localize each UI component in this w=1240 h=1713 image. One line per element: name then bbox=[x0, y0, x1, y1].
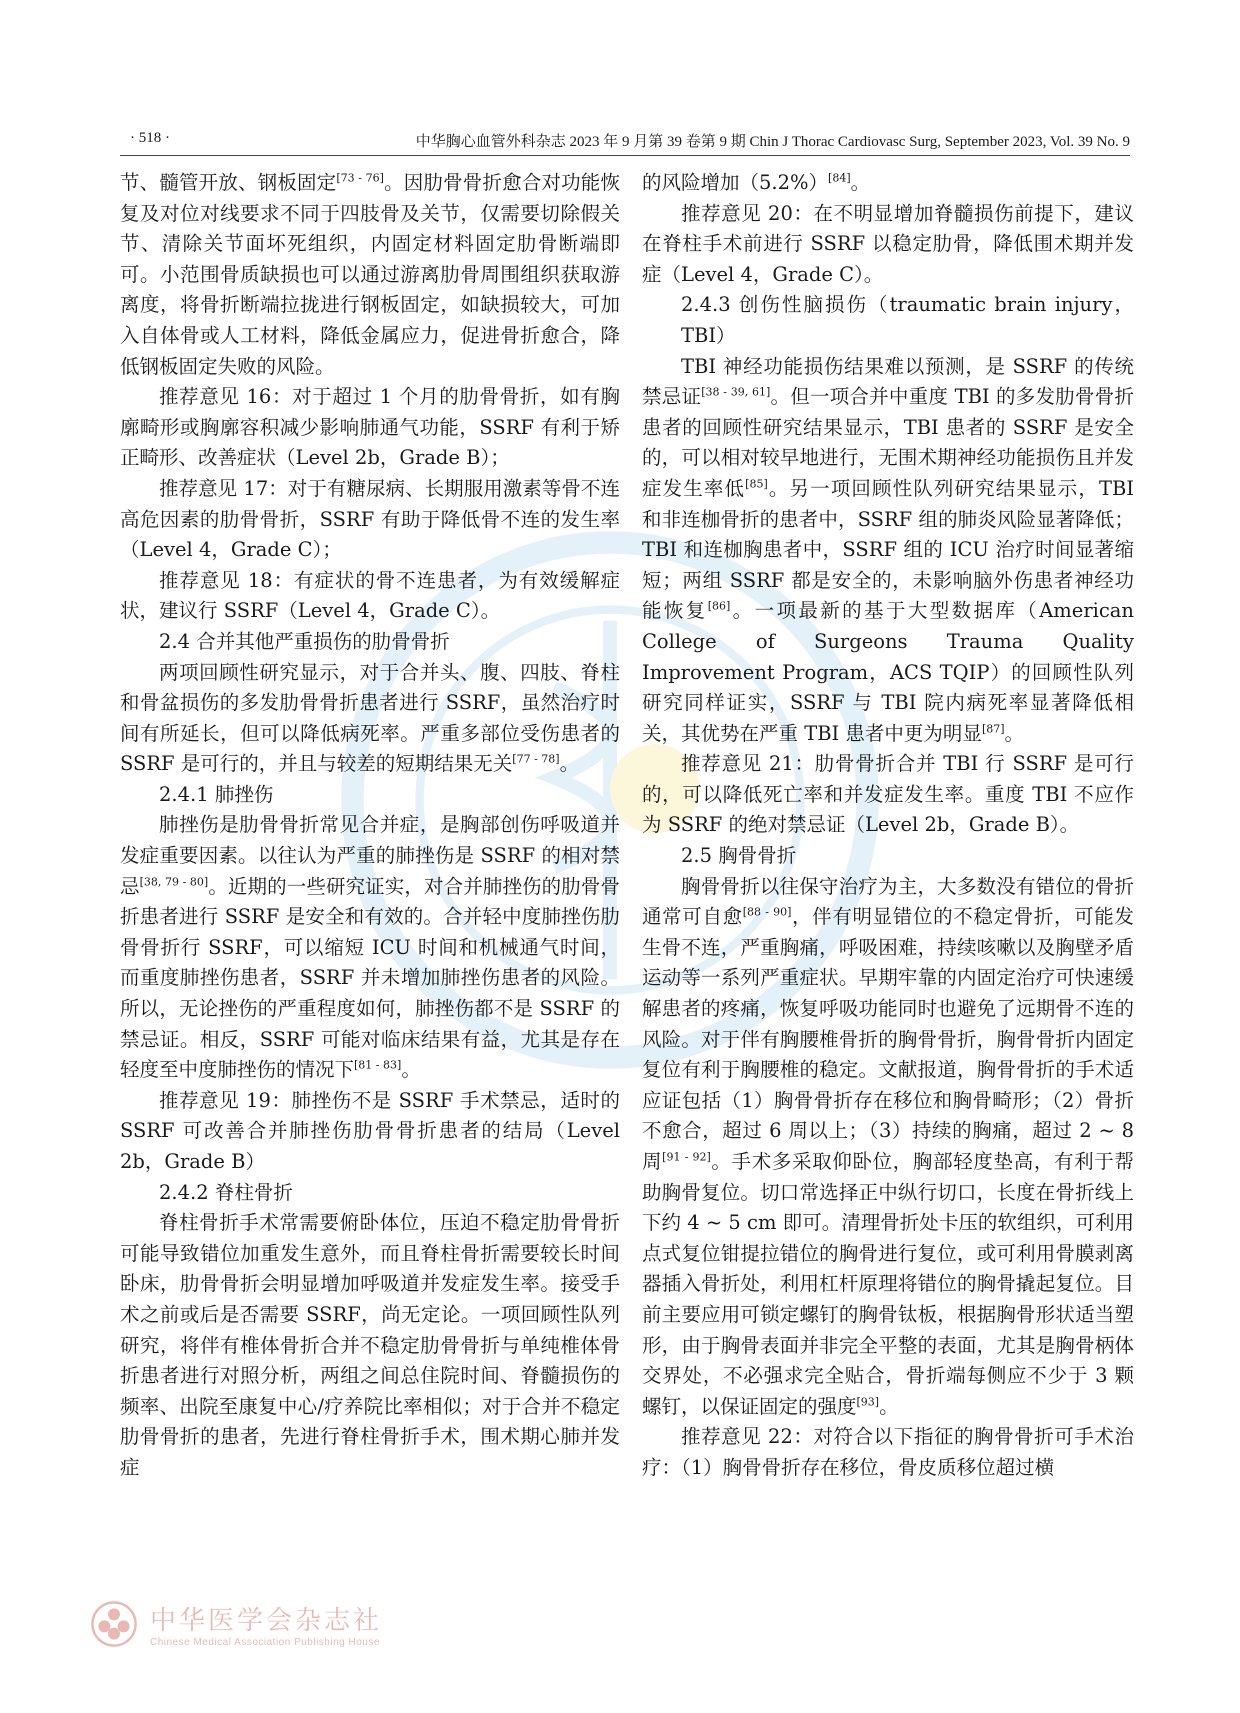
paragraph: 的风险增加（5.2%）[84]。 bbox=[642, 171, 871, 194]
running-header bbox=[120, 130, 1130, 156]
citation: [38, 79 - 80] bbox=[139, 875, 209, 889]
recommendation-21: 推荐意见 21：肋骨骨折合并 TBI 行 SSRF 是可行的，可以降低死亡率和并发症发生率。重度 TBI 不应作为 SSRF 的绝对禁忌证（Level 2b，Grade B）。 bbox=[642, 752, 1134, 837]
flower-seal-icon bbox=[90, 1600, 138, 1648]
citation: [91 - 92] bbox=[662, 1150, 711, 1164]
recommendation-16: 推荐意见 16：对于超过 1 个月的肋骨骨折，如有胸廓畸形或胸廓容积减少影响肺通气功能，SSRF 有利于矫正畸形、改善症状（Level 2b，Grade B）； bbox=[120, 385, 620, 470]
citation: [38 - 39, 61] bbox=[701, 385, 771, 399]
citation: [73 - 76] bbox=[336, 171, 384, 185]
right-column bbox=[642, 168, 1134, 1484]
paragraph: 节、髓管开放、钢板固定[73 - 76]。因肋骨骨折愈合对功能恢复及对位对线要求不同于四肢骨及关节，仅需要切除假关节、清除关节面坏死组织，内固定材料固定肋骨断端即可。小范围骨质缺损也可以通过游离肋骨周围组织获取游离度，将骨折断端拉拢进行钢板固定，如缺损较大，可加入自体骨或人工材料，降低金属应力，促进骨折愈合，降低钢板固定失败的风险。 bbox=[120, 171, 620, 378]
publisher-name-en: Chinese Medical Association Publishing House bbox=[150, 1637, 380, 1648]
citation: [93] bbox=[856, 1395, 880, 1409]
paragraph: 胸骨骨折以往保守治疗为主，大多数没有错位的骨折通常可自愈[88 - 90]，伴有明显错位的不稳定骨折，可能发生骨不连，严重胸痛，呼吸困难，持续咳嗽以及胸壁矛盾运动等一系列严重症状。早期牢靠的内固定治疗可快速缓解患者的疼痛，恢复呼吸功能同时也避免了远期骨不连的风险。对于伴有胸腰椎骨折的胸骨骨折，胸骨骨折内固定复位有利于胸腰椎的稳定。文献报道，胸骨骨折的手术适应证包括（1）胸骨骨折存在移位和胸骨畸形；（2）骨折不愈合，超过 6 周以上；（3）持续的胸痛，超过 2 ~ 8 周[91 - 92]。手术多采取仰卧位，胸部轻度垫高，有利于帮助胸骨复位。切口常选择正中纵行切口，长度在骨折线上下约 4 ~ 5 cm 即可。清理骨折处卡压的软组织，可利用点式复位钳提拉错位的胸骨进行复位，或可利用骨膜剥离器插入骨折处，利用杠杆原理将错位的胸骨撬起复位。目前主要应用可锁定螺钉的胸骨钛板，根据胸骨形状适当塑形，由于胸骨表面并非完全平整的表面，尤其是胸骨柄体交界处，不必强求完全贴合，骨折端每侧应不少于 3 颗螺钉，以保证固定的强度[93]。 bbox=[642, 874, 1134, 1418]
citation: [86] bbox=[707, 599, 731, 613]
publisher-name: 中华医学会杂志社 bbox=[150, 1606, 383, 1636]
publisher-logo bbox=[90, 1600, 382, 1648]
citation: [81 - 83] bbox=[354, 1058, 402, 1072]
citation: [87] bbox=[981, 722, 1005, 736]
page-number: · 518 · bbox=[130, 130, 170, 146]
citation: [77 - 78] bbox=[512, 752, 560, 766]
left-column bbox=[120, 168, 620, 1484]
citation: [88 - 90] bbox=[742, 905, 792, 919]
recommendation-22: 推荐意见 22：对符合以下指征的胸骨骨折可手术治疗：（1）胸骨骨折存在移位，骨皮质移位超过横 bbox=[642, 1425, 1134, 1479]
citation: [84] bbox=[828, 171, 851, 185]
recommendation-19: 推荐意见 19：肺挫伤不是 SSRF 手术禁忌，适时的 SSRF 可改善合并肺挫伤肋骨骨折患者的结局（Level 2b，Grade B） bbox=[120, 1088, 620, 1173]
recommendation-18: 推荐意见 18：有症状的骨不连患者，为有效缓解症状，建议行 SSRF（Level 4，Grade C）。 bbox=[120, 568, 620, 623]
recommendation-17: 推荐意见 17：对于有糖尿病、长期服用激素等骨不连高危因素的肋骨骨折，SSRF 有助于降低骨不连的发生率（Level 4，Grade C）； bbox=[120, 476, 620, 562]
paragraph: 肺挫伤是肋骨骨折常见合并症，是胸部创伤呼吸道并发症重要因素。以往认为严重的肺挫伤是 SSRF 的相对禁忌[38, 79 - 80]。近期的一些研究证实，对合并肺挫伤的肋骨骨折患者进行 SSRF 是安全和有效的。合并轻中度肺挫伤肋骨骨折行 SSRF，可以缩短 ICU 时间和机械通气时间，而重度肺挫伤患者，SSRF 并未增加肺挫伤患者的风险。所以，无论挫伤的严重程度如何，肺挫伤都不是 SSRF 的禁忌证。相反，SSRF 可能对临床结果有益，尤其是存在轻度至中度肺挫伤的情况下[81 - 83]。 bbox=[120, 813, 620, 1082]
paragraph: 脊柱骨折手术常需要俯卧体位，压迫不稳定肋骨骨折可能导致错位加重发生意外，而且脊柱骨折需要较长时间卧床，肋骨骨折会明显增加呼吸道并发症发生率。接受手术之前或后是否需要 SSRF，尚无定论。一项回顾性队列研究，将伴有椎体骨折合并不稳定肋骨骨折与单纯椎体骨折患者进行对照分析，两组之间总住院时间、脊髓损伤的频率、出院至康复中心/疗养院比率相似；对于合并不稳定肋骨骨折的患者，先进行脊柱骨折手术，围术期心肺并发症 bbox=[120, 1211, 620, 1479]
section-heading-2-4: 2.4 合并其他严重损伤的肋骨骨折 bbox=[159, 629, 450, 653]
citation: [85] bbox=[745, 477, 768, 491]
section-heading-2-5: 2.5 胸骨骨折 bbox=[681, 844, 797, 868]
paragraph: 两项回顾性研究显示，对于合并头、腹、四肢、脊柱和骨盆损伤的多发肋骨骨折患者进行 SSRF，虽然治疗时间有所延长，但可以降低病死率。严重多部位受伤患者的 SSRF 是可行的，并且与较差的短期结果无关[77 - 78]。 bbox=[120, 660, 620, 776]
section-heading-2-4-2: 2.4.2 脊柱骨折 bbox=[159, 1180, 293, 1204]
section-heading-2-4-3: 2.4.3 创伤性脑损伤（traumatic brain injury，TBI） bbox=[681, 293, 1134, 347]
recommendation-20: 推荐意见 20：在不明显增加脊髓损伤前提下，建议在脊柱手术前进行 SSRF 以稳定肋骨，降低围术期并发症（Level 4，Grade C）。 bbox=[642, 201, 1134, 286]
journal-running-title: 中华胸心血管外科杂志 2023 年 9 月第 39 卷第 9 期 Chin J Thorac Cardiovasc Surg, September 2023, Vol. 39 No. 9 bbox=[415, 134, 1130, 150]
section-heading-2-4-1: 2.4.1 肺挫伤 bbox=[159, 782, 274, 806]
paragraph: TBI 神经功能损伤结果难以预测，是 SSRF 的传统禁忌证[38 - 39, 61]。但一项合并中重度 TBI 的多发肋骨骨折患者的回顾性研究结果显示，TBI 患者的 SSRF 是安全的，可以相对较早地进行，无围术期神经功能损伤且并发症发生率低[85]。另一项回顾性队列研究结果显示，TBI 和非连枷骨折的患者中，SSRF 组的肺炎风险显著降低；TBI 和连枷胸患者中，SSRF 组的 ICU 治疗时间显著缩短；两组 SSRF 都是安全的，未影响脑外伤患者神经功能恢复[86]。一项最新的基于大型数据库（American College of Surgeons Trauma Quality Improvement Program，ACS TQIP）的回顾性队列研究同样证实，SSRF 与 TBI 院内病死率显著降低相关，其优势在严重 TBI 患者中更为明显[87]。 bbox=[642, 354, 1134, 745]
header-rule bbox=[120, 155, 1130, 156]
